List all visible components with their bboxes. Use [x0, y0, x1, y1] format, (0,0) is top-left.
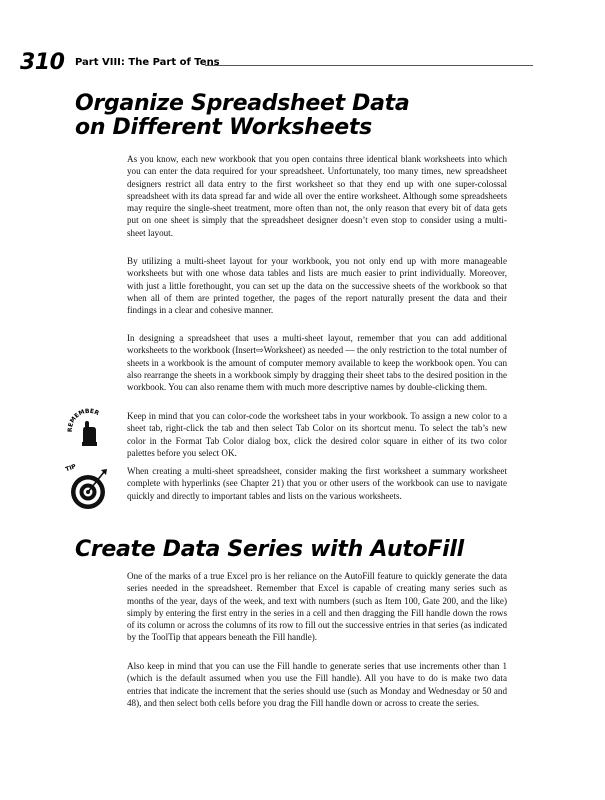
heading-line: Create Data Series with AutoFill [75, 537, 464, 562]
running-head: Part VIII: The Part of Tens [75, 57, 220, 68]
body-paragraph: In designing a spreadsheet that uses a multi-sheet layout, remember that you can add additional worksheets to the workbook (Insert⇨Worksheet) as needed — the only restriction to the total number of sheets in a workbook is the amount of computer memory available to keep the workbook open. You can also rearrange the sheets in a workbook simply by dragging their sheet tabs to the desired position in the workbook. You can also rename them with much more descriptive names by double-clicking them. [127, 333, 507, 393]
remember-icon-label: REMEMBER [66, 408, 101, 433]
body-paragraph: By utilizing a multi-sheet layout for your workbook, you not only end up with more manageable worksheets but with one whose data tables and lists are much easier to print individually. Moreover, with just a little forethought, you can set up the data on the successive sheets of the workbook so that when all of them are printed together, the pages of the report naturally present the data and their findings in a clear and cohesive manner. [127, 256, 507, 316]
header-rule [205, 65, 533, 66]
remember-note: Keep in mind that you can color-code the worksheet tabs in your workbook. To assign a new color to a sheet tab, right-click the tab and then select Tab Color on its shortcut menu. To select the tab’s new color in the Format Tab Color dialog box, click the desired color square in either of its two color palettes before you select OK. [127, 411, 507, 458]
heading-line: on Different Worksheets [75, 115, 372, 140]
heading-line: Organize Spreadsheet Data [75, 91, 410, 116]
section-heading-autofill [75, 538, 464, 562]
remember-icon [66, 408, 110, 448]
tip-icon [66, 460, 110, 512]
body-paragraph: One of the marks of a true Excel pro is her reliance on the AutoFill feature to quickly generate the data series needed in the spreadsheet. Remember that Excel is capable of creating many series such as months of the year, days of the week, and text with numbers (such as Item 100, Gate 200, and the like) simply by entering the first entry in the series in a cell and then dragging the Fill handle down the rows of its column or across the columns of its row to fill out the successive entries in that series (as indicated by the ToolTip that appears beneath the Fill handle). [127, 571, 507, 643]
page-number: 310 [20, 50, 65, 75]
body-paragraph: As you know, each new workbook that you open contains three identical blank worksheets into which you can enter the data required for your spreadsheet. Unfortunately, too many times, new spreadsheet designers restrict all data entry to the first worksheet so that they end up with one super-colossal spreadsheet with its data spread far and wide all over the entire worksheet. Although some spreadsheets may require the single-sheet treatment, more often than not, the only reason that every bit of data gets put on one sheet is simply that the spreadsheet designer doesn’t even stop to consider using a multi-sheet layout. [127, 154, 507, 238]
section-heading-organize [75, 92, 409, 140]
body-paragraph: Also keep in mind that you can use the Fill handle to generate series that use increments other than 1 (which is the default assumed when you use the Fill handle). All you have to do is make two data entries that indicate the increment that the series should use (such as Monday and Wednesday or 50 and 48), and then select both cells before you drag the Fill handle down or across to create the series. [127, 661, 507, 708]
tip-note: When creating a multi-sheet spreadsheet, consider making the first worksheet a summary worksheet complete with hyperlinks (see Chapter 21) that you or other users of the workbook can use to navigate quickly and directly to important tables and lists on the various worksheets. [127, 466, 507, 501]
tip-icon-label: TIP [64, 462, 78, 474]
